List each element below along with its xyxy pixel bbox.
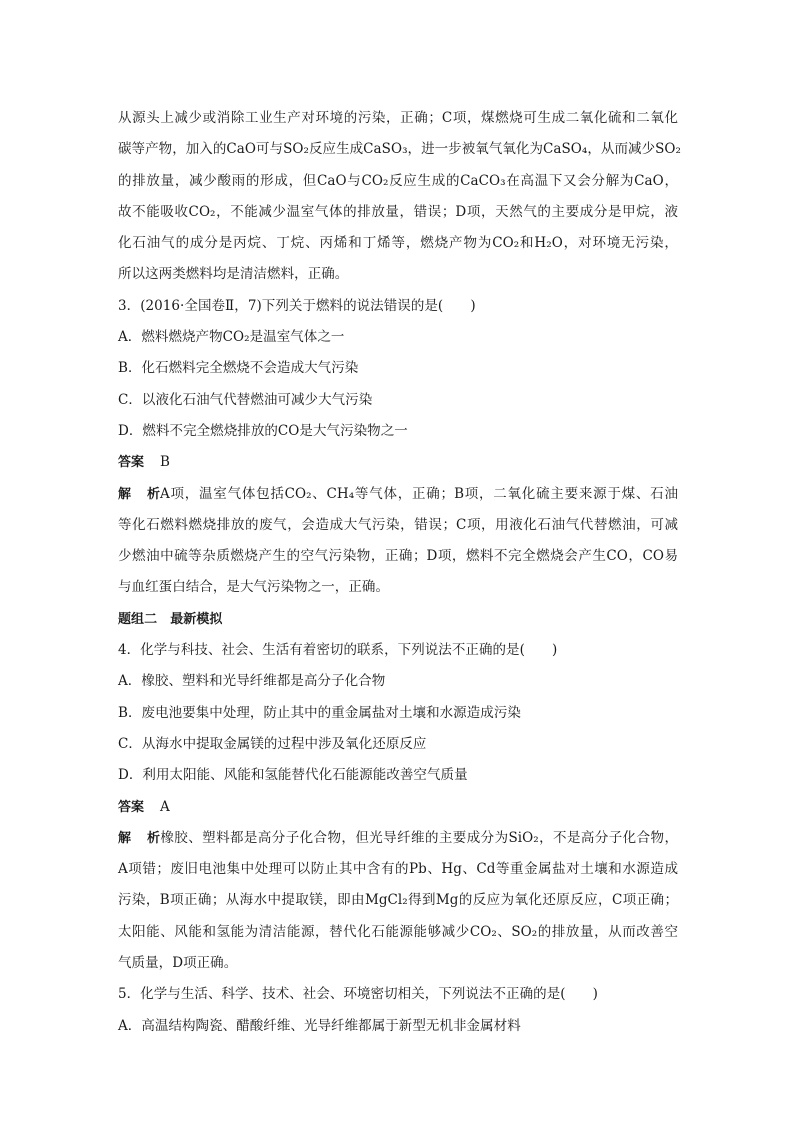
answer-label: 答案 — [118, 799, 145, 815]
explanation-label: 解析 — [118, 830, 160, 846]
question-3-explanation-line: 少燃油中硫等杂质燃烧产生的空气污染物，正确；D项，燃料不完全燃烧会产生CO，CO易 — [118, 548, 678, 565]
question-4-answer — [118, 792, 678, 823]
question-4-explanation-line — [118, 823, 678, 854]
question-4-option-b: B．废电池要集中处理，防止其中的重金属盐对土壤和水源造成污染 — [118, 704, 521, 721]
explanation-line: 碳等产物，加入的CaO可与SO₂反应生成CaSO₃，进一步被氧气氧化为CaSO₄，从而减少SO₂ — [118, 141, 682, 158]
explanation-line: 化石油气的成分是丙烷、丁烷、丙烯和丁烯等，燃烧产物为CO₂和H₂O，对环境无污染， — [118, 235, 678, 252]
group-title: 题组二 最新模拟 — [118, 611, 223, 627]
explanation-line: 的排放量，减少酸雨的形成，但CaO与CO₂反应生成的CaCO₃在高温下又会分解为CaO， — [118, 172, 678, 189]
answer-value: A — [160, 798, 170, 815]
question-3-explanation-line: 等化石燃料燃烧排放的废气，会造成大气污染，错误；C项，用液化石油气代替燃油，可减 — [118, 516, 678, 533]
explanation-line: 从源头上减少或消除工业生产对环境的污染，正确；C项，煤燃烧可生成二氧化硫和二氧化 — [118, 110, 678, 126]
question-3-option-a: A．燃料燃烧产物CO₂是温室气体之一 — [118, 329, 345, 346]
explanation-line: 故不能吸收CO₂，不能减少温室气体的排放量，错误；D项，天然气的主要成分是甲烷，液 — [118, 203, 678, 220]
question-4-explanation-line: 太阳能、风能和氢能为清洁能源，替代化石能源能够减少CO₂、SO₂的排放量，从而改善空 — [118, 923, 678, 940]
explanation-text: 橡胶、塑料都是高分子化合物，但光导纤维的主要成分为SiO₂，不是高分子化合物， — [160, 829, 678, 846]
answer-value: B — [160, 454, 170, 471]
question-3-option-c: C．以液化石油气代替燃油可减少大气污染 — [118, 391, 373, 408]
answer-label: 答案 — [118, 455, 145, 471]
question-4-explanation-line: 气质量，D项正确。 — [118, 955, 238, 972]
question-4-option-d: D．利用太阳能、风能和氢能替代化石能源能改善空气质量 — [118, 767, 468, 784]
question-4-explanation-line: 污染，B项正确；从海水中提取镁，即由MgCl₂得到Mg的反应为氧化还原反应，C项正确； — [118, 892, 678, 909]
explanation-label: 解析 — [118, 486, 160, 502]
question-3-stem: 3．(2016·全国卷Ⅱ，7)下列关于燃料的说法错误的是( ) — [118, 297, 476, 314]
question-4-explanation-line: A项错；废旧电池集中处理可以防止其中含有的Pb、Hg、Cd等重金属盐对土壤和水源造成 — [118, 861, 678, 878]
question-3-option-b: B．化石燃料完全燃烧不会造成大气污染 — [118, 360, 359, 377]
question-3-explanation-line: 与血红蛋白结合，是大气污染物之一，正确。 — [118, 579, 389, 596]
question-4-option-a: A．橡胶、塑料和光导纤维都是高分子化合物 — [118, 673, 386, 690]
question-5-stem: 5．化学与生活、科学、技术、社会、环境密切相关，下列说法不正确的是( ) — [118, 986, 598, 1003]
explanation-line: 所以这两类燃料均是清洁燃料，正确。 — [118, 266, 349, 283]
explanation-text: A项，温室气体包括CO₂、CH₄等气体，正确；B项，二氧化硫主要来源于煤、石油 — [160, 485, 678, 502]
question-3-option-d: D．燃料不完全燃烧排放的CO是大气污染物之一 — [118, 422, 408, 439]
question-3-explanation-line — [118, 479, 678, 510]
question-3-answer — [118, 447, 678, 478]
question-5-option-a: A．高温结构陶瓷、醋酸纤维、光导纤维都属于新型无机非金属材料 — [118, 1017, 521, 1034]
question-4-option-c: C．从海水中提取金属镁的过程中涉及氧化还原反应 — [118, 735, 427, 752]
question-4-stem: 4．化学与科技、社会、生活有着密切的联系，下列说法不正确的是( ) — [118, 642, 558, 659]
page-content — [118, 103, 682, 1042]
